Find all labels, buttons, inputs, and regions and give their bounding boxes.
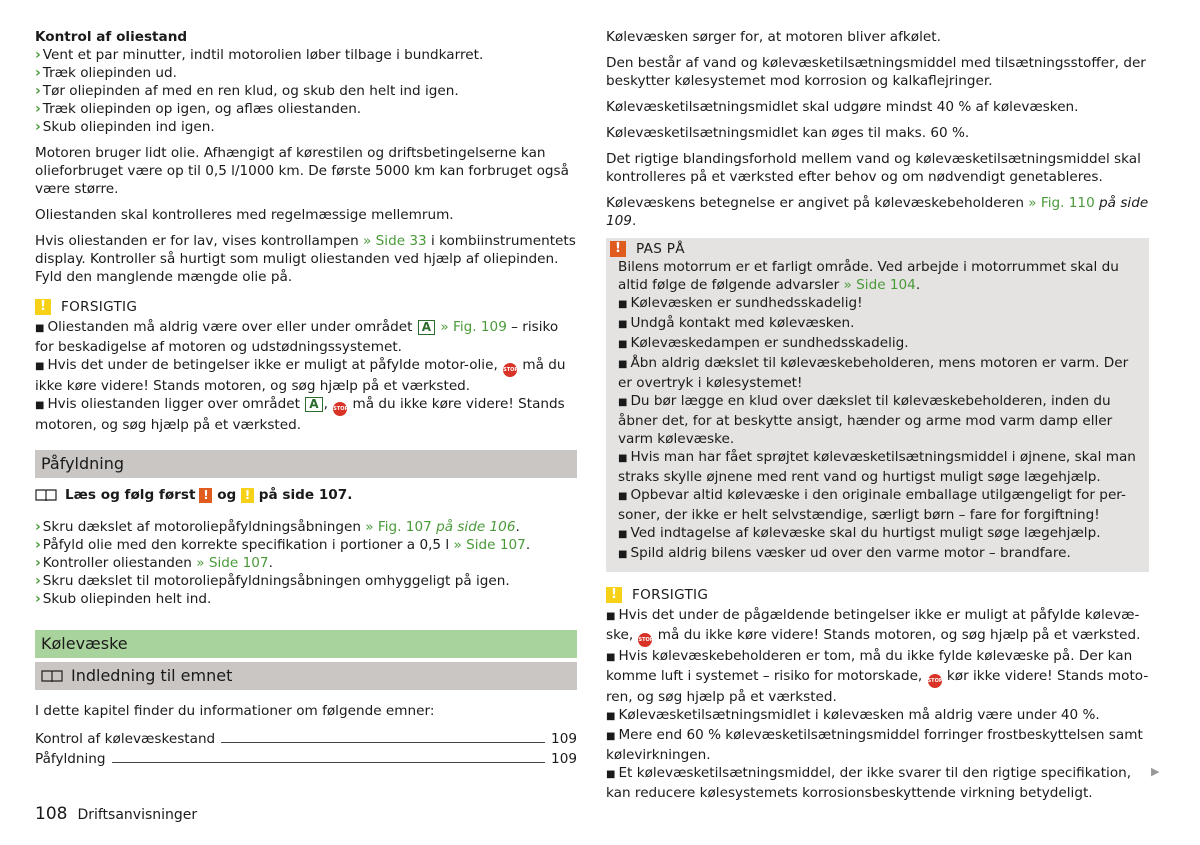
step: › Vent et par minutter, indtil motorolien løber tilbage i bundkarret. (35, 47, 484, 63)
paragraph: Kølevæskens betegnelse er angivet på kølevæskebeholderen » Fig. 110 på side 109. (606, 195, 1149, 229)
range-a-label: A (418, 320, 435, 335)
caution-body (35, 318, 577, 434)
page-link[interactable]: » Side 104 (843, 277, 916, 293)
step: › Træk oliepinden ud. (35, 65, 177, 81)
warning-item: ■ Hvis man har fået sprøjtet kølevæsketilsætningsmiddel i øjnene, skal man straks skylle øjnene med rent vand og hurtigst muligt søge lægehjælp. (618, 449, 1136, 485)
book-icon (35, 488, 57, 502)
caution-body (606, 606, 1149, 802)
arrow-icon: › (35, 101, 41, 117)
caution-item: ■ Hvis det under de pågældende betingelser ikke er muligt at påfylde kølevæ-ske, STOP må du ikke køre videre! Stands motoren, og søg hjælp på et værksted. (606, 606, 1149, 647)
paragraph: Kølevæsketilsætningsmidlet skal udgøre mindst 40 % af kølevæsken. (606, 99, 1079, 115)
warning-title: PAS PÅ (636, 241, 685, 257)
page-link[interactable]: » Side 33 (363, 233, 427, 249)
read-first-note: Læs og følg først ! og ! på side 107. (35, 486, 577, 504)
arrow-icon: › (35, 573, 41, 589)
warning-icon: ! (199, 488, 212, 503)
step: › Kontroller oliestanden » Side 107. (35, 555, 273, 571)
figure-link[interactable]: » Fig. 109 (440, 319, 507, 335)
step: › Skub oliepinden helt ind. (35, 591, 212, 607)
arrow-icon: › (35, 591, 41, 607)
paragraph: Hvis oliestanden er for lav, vises kontrollampen » Side 33 i kombiinstrumentets display. Kontroller så hurtigt som muligt oliestanden ved hjælp af oliepinden. Fyld den manglende mængde olie på. (35, 233, 576, 285)
section-name: Driftsanvisninger (77, 807, 198, 823)
step: › Skru dækslet til motoroliepåfyldningsåbningen omhyggeligt på igen. (35, 573, 510, 589)
leader-line (221, 742, 545, 743)
caution-item: ■ Oliestanden må aldrig være over eller under området A » Fig. 109 – risiko for beskadigelse af motoren og udstødningssystemet. (35, 319, 559, 355)
warning-item: ■ Kølevæskedampen er sundhedsskadelig. (618, 335, 909, 351)
intro-text: I dette kapitel finder du informationer om følgende emner: (35, 703, 435, 719)
oil-check-steps (35, 46, 577, 136)
warning-header (606, 238, 1137, 258)
chapter-heading-coolant: Kølevæske (35, 630, 577, 658)
caution-item: ■ Mere end 60 % kølevæsketilsætningsmiddel forringer frostbeskyttelsen samt kølevirkningen. (606, 727, 1143, 763)
step: › Skru dækslet af motoroliepåfyldningsåbningen » Fig. 107 på side 106. (35, 519, 520, 535)
left-column (35, 28, 577, 770)
arrow-icon: › (35, 65, 41, 81)
warning-intro: Bilens motorrum er et farligt område. Ved arbejde i motorrummet skal du altid følge de følgende advarsler » Side 104. (618, 259, 1119, 293)
arrow-icon: › (35, 537, 41, 553)
step: › Træk oliepinden op igen, og aflæs oliestanden. (35, 101, 362, 117)
page-link[interactable]: » Side 107 (196, 555, 269, 571)
page-number: 108 (35, 804, 68, 824)
oil-check-title: Kontrol af oliestand (35, 29, 188, 45)
arrow-icon: › (35, 83, 41, 99)
refill-steps (35, 518, 577, 608)
caution-item: ■ Hvis kølevæskebeholderen er tom, må du ikke fylde kølevæske på. Der kan komme luft i systemet – risiko for motorskade, STOP kør ikke videre! Stands moto-ren, og søg hjælp på et værksted. (606, 648, 1149, 705)
stop-icon: STOP (638, 633, 652, 647)
paragraph: Det rigtige blandingsforhold mellem vand og kølevæsketilsætningsmiddel skal kontrolleres på et værksted efter behov og om nødvendigt genetableres. (606, 151, 1141, 185)
step: › Tør oliepinden af med en ren klud, og skub den helt ind igen. (35, 83, 459, 99)
paragraph: Motoren bruger lidt olie. Afhængigt af kørestilen og driftsbetingelserne kan olieforbruget være op til 0,5 l/1000 km. De første 5000 km kan forbruget også være større. (35, 145, 569, 197)
caution-icon: ! (606, 587, 622, 603)
caution-item: ■ Hvis oliestanden ligger over området A , STOP må du ikke køre videre! Stands motoren, og søg hjælp på et værksted. (35, 396, 565, 433)
section-heading-refill: Påfyldning (35, 450, 577, 478)
figure-link[interactable]: » Fig. 110 (1028, 195, 1095, 211)
caution-header (35, 298, 577, 316)
warning-item: ■ Ved indtagelse af kølevæske skal du hurtigst muligt søge lægehjælp. (618, 525, 1101, 541)
intro-heading: Indledning til emnet (35, 662, 577, 690)
arrow-icon: › (35, 519, 41, 535)
paragraph: Den består af vand og kølevæsketilsætningsmiddel med tilsætningsstoffer, der beskytter kølesystemet mod korrosion og kalkaflejringer. (606, 55, 1146, 89)
step: › Påfyld olie med den korrekte specifikation i portioner a 0,5 l » Side 107. (35, 537, 531, 553)
warning-item: ■ Kølevæsken er sundhedsskadelig! (618, 295, 863, 311)
paragraph: Kølevæsken sørger for, at motoren bliver afkølet. (606, 29, 941, 45)
figure-link[interactable]: » Fig. 107 (365, 519, 432, 535)
arrow-icon: › (35, 555, 41, 571)
arrow-icon: › (35, 47, 41, 63)
warning-item: ■ Opbevar altid kølevæske i den originale emballage utilgængeligt for per-soner, der ikke er helt selvstændige, særligt børn – fare for forgiftning! (618, 487, 1126, 523)
warning-icon: ! (610, 241, 626, 257)
page-footer (35, 805, 197, 824)
caution-item: ■ Kølevæsketilsætningsmidlet i kølevæsken må aldrig være under 40 %. (606, 707, 1100, 723)
caution-item: ■ Et kølevæsketilsætningsmiddel, der ikke svarer til den rigtige specifikation, kan reducere kølesystemets korrosionsbeskyttende virkning betydeligt. (606, 765, 1132, 801)
caution-title: FORSIGTIG (632, 587, 709, 603)
paragraph: Oliestanden skal kontrolleres med regelmæssige mellemrum. (35, 207, 454, 223)
caution-icon: ! (35, 299, 51, 315)
leader-line (112, 762, 545, 763)
continue-arrow-icon: ▶ (1151, 765, 1160, 778)
stop-icon: STOP (503, 363, 517, 377)
arrow-icon: › (35, 119, 41, 135)
warning-item: ■ Undgå kontakt med kølevæsken. (618, 315, 855, 331)
warning-item: ■ Du bør lægge en klud over dækslet til kølevæskebeholderen, inden du åbner det, for at beskytte ansigt, hænder og arme mod varm damp eller varm kølevæske. (618, 393, 1113, 447)
toc-entry[interactable]: Kontrol af kølevæskestand 109 (35, 731, 577, 747)
paragraph: Kølevæsketilsætningsmidlet kan øges til maks. 60 %. (606, 125, 970, 141)
caution-header (606, 586, 1149, 604)
warning-item: ■ Åbn aldrig dækslet til kølevæskebeholderen, mens motoren er varm. Der er overtryk i kølesystemet! (618, 355, 1129, 391)
caution-item: ■ Hvis det under de betingelser ikke er muligt at påfylde motor-olie, STOP må du ikke køre videre! Stands motoren, og søg hjælp på et værksted. (35, 357, 566, 394)
book-icon (41, 669, 63, 683)
step: › Skub oliepinden ind igen. (35, 119, 215, 135)
warning-box (606, 238, 1149, 572)
page-link[interactable]: » Side 107 (453, 537, 526, 553)
caution-icon: ! (241, 488, 254, 503)
stop-icon: STOP (333, 402, 347, 416)
range-a-label: A (305, 397, 322, 412)
stop-icon: STOP (928, 674, 942, 688)
right-column (606, 28, 1149, 802)
caution-title: FORSIGTIG (61, 299, 138, 315)
toc-entry[interactable]: Påfyldning 109 (35, 751, 577, 767)
warning-item: ■ Spild aldrig bilens væsker ud over den varme motor – brandfare. (618, 545, 1071, 561)
